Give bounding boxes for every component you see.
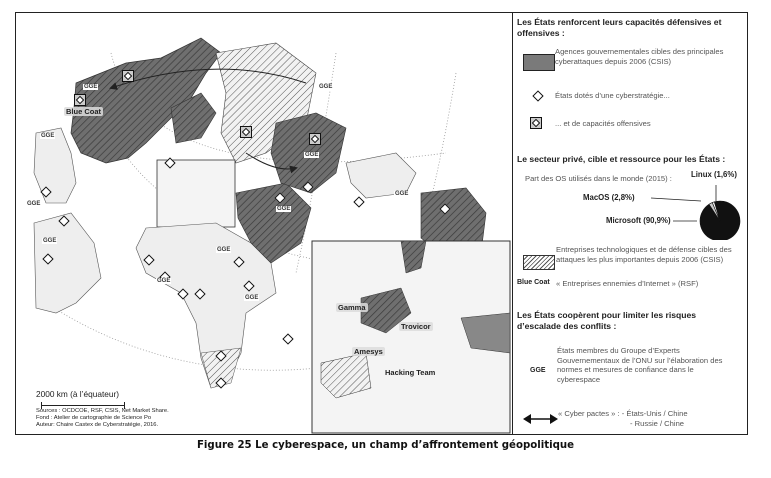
author-credit: Auteur: Chaire Castex de Cyberstratégie, 2016.: [36, 422, 159, 428]
macos-leader: [651, 198, 701, 201]
europe-inset-locator: [157, 160, 235, 227]
offensive-state-marker: [309, 133, 321, 145]
double-arrow-icon: [523, 413, 558, 425]
os-share-label: Part des OS utilisés dans le monde (2015) :: [525, 174, 672, 183]
offensive-legend-icon: [530, 117, 542, 129]
figure-caption: Figure 25 Le cyberespace, un champ d’affrontement géopolitique: [196, 440, 575, 451]
sources-line: Sources : OCDCOE, RSF, CSIS, Net Market Share.: [36, 408, 169, 414]
gge-label: GGE: [245, 295, 259, 301]
scale-bar: [41, 405, 125, 406]
cyber-pacts-text: « Cyber pactes » : - États-Unis / Chine: [558, 409, 688, 418]
gge-label: GGE: [27, 201, 41, 207]
map-canvas: [16, 13, 512, 434]
company-label-blue-coat: Blue Coat: [66, 107, 102, 116]
gge-label: GGE: [395, 191, 409, 197]
gge-label: GGE: [305, 152, 319, 158]
legend-section3-title: Les États coopèrent pour limiter les risques d’escalade des conflits :: [517, 310, 697, 331]
cyberstrategy-legend-text: États dotés d’une cyberstratégie...: [555, 91, 670, 100]
offensive-state-marker: [122, 70, 134, 82]
legend-section2-title: Le secteur privé, cible et ressource pour les États :: [517, 154, 726, 164]
company-label-hacking-team: Hacking Team: [385, 368, 436, 377]
pie-label-macos: MacOS (2,8%): [583, 193, 635, 202]
gge-label: GGE: [41, 133, 55, 139]
agencies-swatch: [523, 54, 555, 71]
gge-label: GGE: [84, 84, 98, 90]
legend-section1-title: Les États renforcent leurs capacités défensives et offensives :: [517, 17, 722, 38]
gge-label: GGE: [217, 247, 231, 253]
pie-label-microsoft: Microsoft (90,9%): [606, 216, 671, 225]
companies-hatch-swatch: [523, 255, 555, 270]
gge-label: GGE: [43, 238, 57, 244]
world-map: [16, 13, 512, 434]
cyberstrategy-legend-icon: [532, 90, 543, 101]
scale-label: 2000 km (à l’équateur): [36, 389, 120, 399]
company-label-amesys: Amesys: [354, 347, 383, 356]
pie-label-linux: Linux (1,6%): [691, 170, 737, 179]
companies-legend-text: Entreprises technologiques et de défense cibles des attaques les plus importantes depuis 2006 (CSIS): [556, 245, 732, 264]
agencies-legend-text: Agences gouvernementales cibles des principales cyberattaques depuis 2006 (CSIS): [555, 47, 724, 66]
south-america: [34, 213, 101, 313]
gge-legend-text: États membres du Groupe d’Experts Gouvernementaux de l’ONU sur l’élaboration des normes et mesures de confiance dans le cyberespace: [557, 346, 723, 384]
offensive-state-marker: [240, 126, 252, 138]
offensive-state-marker: [74, 94, 86, 106]
offensive-legend-text: ... et de capacités offensives: [555, 119, 651, 128]
company-label-trovicor: Trovicor: [401, 322, 431, 331]
legend-panel: [512, 13, 747, 434]
gge-label: GGE: [277, 206, 291, 212]
enemies-legend-text: « Entreprises ennemies d’Internet » (RSF): [556, 279, 699, 288]
cyber-pacts-line2: - Russie / Chine: [630, 419, 685, 428]
gge-label: GGE: [157, 278, 171, 284]
background-map-credit: Fond : Atelier de cartographie de Science Po: [36, 415, 152, 421]
company-label-gamma: Gamma: [338, 303, 366, 312]
gge-label: GGE: [319, 84, 333, 90]
blue-coat-key: Blue Coat: [517, 279, 550, 286]
gge-key: GGE: [530, 367, 546, 374]
